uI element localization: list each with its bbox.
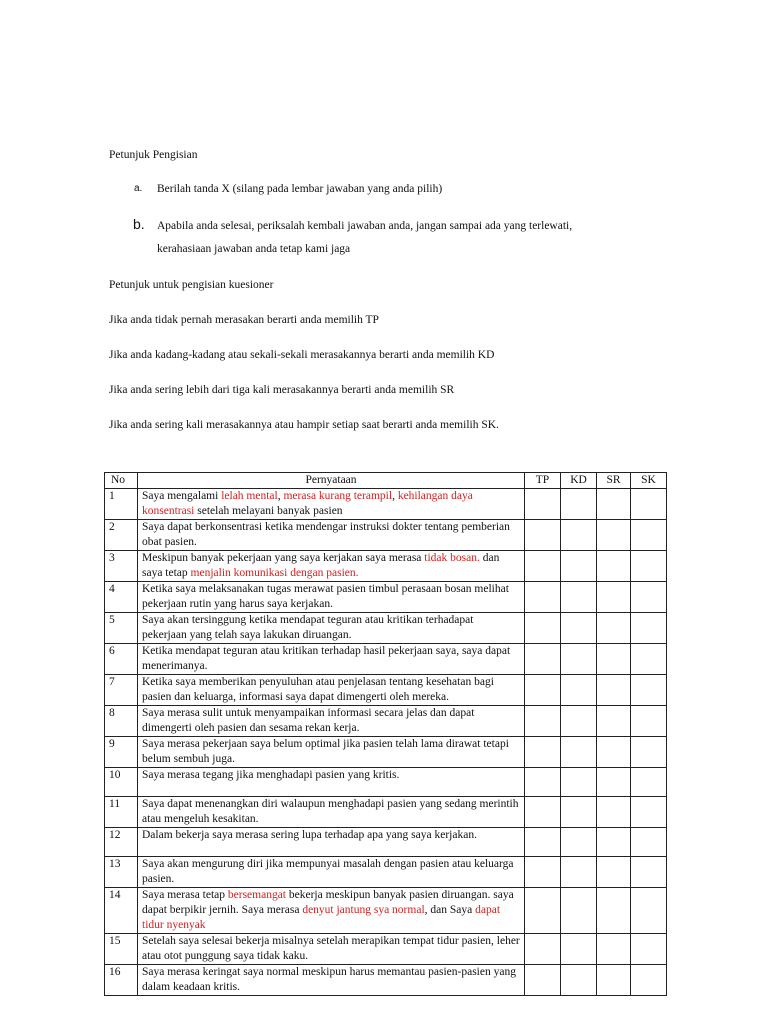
answer-cell-tp[interactable] — [525, 520, 561, 551]
row-statement — [138, 768, 525, 797]
row-number: 2 — [105, 520, 138, 551]
row-statement — [138, 613, 525, 644]
answer-cell-tp[interactable] — [525, 489, 561, 520]
answer-cell-sk[interactable] — [631, 520, 667, 551]
answer-cell-sk[interactable] — [631, 489, 667, 520]
answer-cell-tp[interactable] — [525, 706, 561, 737]
header-tp: TP — [525, 473, 561, 489]
answer-cell-sk[interactable] — [631, 644, 667, 675]
answer-cell-kd[interactable] — [561, 675, 597, 706]
answer-cell-tp[interactable] — [525, 965, 561, 996]
row-number: 15 — [105, 934, 138, 965]
answer-cell-sr[interactable] — [597, 768, 631, 797]
answer-cell-sk[interactable] — [631, 582, 667, 613]
answer-cell-kd[interactable] — [561, 965, 597, 996]
row-number: 14 — [105, 888, 138, 934]
answer-cell-tp[interactable] — [525, 828, 561, 857]
table-row — [105, 520, 667, 551]
statement-text: Saya merasa tetap — [142, 889, 228, 901]
answer-cell-kd[interactable] — [561, 934, 597, 965]
row-statement — [138, 797, 525, 828]
questionnaire-subheading: Petunjuk untuk pengisian kuesioner — [109, 279, 274, 291]
statement-text: Dalam bekerja saya merasa sering lupa terhadap apa yang saya kerjakan. — [142, 829, 477, 841]
statement-text: Saya merasa keringat saya normal meskipun harus memantau pasien-pasien yang dalam keadaan kritis. — [142, 966, 516, 993]
answer-cell-tp[interactable] — [525, 582, 561, 613]
answer-cell-tp[interactable] — [525, 934, 561, 965]
answer-cell-kd[interactable] — [561, 582, 597, 613]
header-no: No — [105, 473, 138, 489]
table-row — [105, 675, 667, 706]
answer-cell-sk[interactable] — [631, 888, 667, 934]
table-row — [105, 797, 667, 828]
answer-cell-kd[interactable] — [561, 857, 597, 888]
answer-cell-sr[interactable] — [597, 706, 631, 737]
header-sk: SK — [631, 473, 667, 489]
answer-cell-kd[interactable] — [561, 797, 597, 828]
row-statement — [138, 675, 525, 706]
statement-text: setelah melayani banyak pasien — [194, 505, 343, 517]
answer-cell-tp[interactable] — [525, 768, 561, 797]
rule-kd: Jika anda kadang-kadang atau sekali-sekali merasakannya berarti anda memilih KD — [109, 349, 495, 361]
answer-cell-sr[interactable] — [597, 965, 631, 996]
answer-cell-sr[interactable] — [597, 934, 631, 965]
highlighted-phrase: kehilangan daya konsentrasi — [142, 490, 473, 517]
row-statement — [138, 965, 525, 996]
statement-text: Ketika saya memberikan penyuluhan atau penjelasan tentang kesehatan bagi pasien dan keluarga, informasi saya dapat dimengerti oleh mereka. — [142, 676, 494, 703]
instructions-heading: Petunjuk Pengisian — [109, 149, 198, 161]
item-b-line-1: Apabila anda selesai, periksalah kembali jawaban anda, jangan sampai ada yang terlewati, — [157, 220, 573, 232]
row-statement — [138, 934, 525, 965]
highlighted-phrase: menjalin komunikasi dengan pasien. — [190, 567, 359, 579]
rule-sr: Jika anda sering lebih dari tiga kali merasakannya berarti anda memilih SR — [109, 384, 455, 396]
table-row — [105, 613, 667, 644]
row-number: 3 — [105, 551, 138, 582]
answer-cell-kd[interactable] — [561, 706, 597, 737]
statement-text: , — [392, 490, 398, 502]
row-number: 13 — [105, 857, 138, 888]
statement-text: Meskipun banyak pekerjaan yang saya kerjakan saya merasa — [142, 552, 425, 564]
row-number: 6 — [105, 644, 138, 675]
table-row — [105, 965, 667, 996]
answer-cell-tp[interactable] — [525, 644, 561, 675]
statement-text: Saya merasa sulit untuk menyampaikan informasi secara jelas dan dapat dimengerti oleh pasien dan sesama rekan kerja. — [142, 707, 475, 734]
row-statement — [138, 706, 525, 737]
table-row — [105, 706, 667, 737]
highlighted-phrase: tidak bosan. — [424, 552, 480, 564]
answer-cell-kd[interactable] — [561, 828, 597, 857]
row-number: 5 — [105, 613, 138, 644]
row-number: 4 — [105, 582, 138, 613]
answer-cell-sk[interactable] — [631, 675, 667, 706]
statement-text: , dan Saya — [424, 904, 476, 916]
answer-cell-sk[interactable] — [631, 706, 667, 737]
answer-cell-kd[interactable] — [561, 768, 597, 797]
statement-text: Ketika mendapat teguran atau kritikan terhadap hasil pekerjaan saya, saya dapat menerimanya. — [142, 645, 511, 672]
row-statement — [138, 857, 525, 888]
statement-text: Saya akan mengurung diri jika mempunyai masalah dengan pasien atau keluarga pasien. — [142, 858, 514, 885]
questionnaire-table — [104, 472, 667, 996]
answer-cell-kd[interactable] — [561, 489, 597, 520]
row-number: 16 — [105, 965, 138, 996]
answer-cell-sk[interactable] — [631, 934, 667, 965]
table-row — [105, 768, 667, 797]
answer-cell-kd[interactable] — [561, 737, 597, 768]
item-b-line-2: kerahasiaan jawaban anda tetap kami jaga — [157, 243, 351, 255]
row-number: 7 — [105, 675, 138, 706]
answer-cell-sr[interactable] — [597, 551, 631, 582]
highlighted-phrase: bersemangat — [227, 889, 287, 901]
answer-cell-tp[interactable] — [525, 857, 561, 888]
row-number: 12 — [105, 828, 138, 857]
row-number: 11 — [105, 797, 138, 828]
item-a-marker: a. — [134, 183, 143, 194]
row-statement — [138, 828, 525, 857]
row-statement — [138, 551, 525, 582]
highlighted-phrase: dapat tidur nyenyak — [142, 904, 501, 931]
answer-cell-tp[interactable] — [525, 551, 561, 582]
answer-cell-sr[interactable] — [597, 613, 631, 644]
table-row — [105, 644, 667, 675]
statement-text: Saya mengalami — [142, 490, 222, 502]
header-statement: Pernyataan — [138, 473, 525, 489]
table-row — [105, 551, 667, 582]
answer-cell-kd[interactable] — [561, 613, 597, 644]
table-row — [105, 737, 667, 768]
statement-text: bekerja meskipun banyak pasien diruangan. saya dapat berpikir jernih. Saya merasa — [142, 889, 514, 916]
table-header-row — [105, 473, 667, 489]
item-b-marker: b. — [133, 216, 145, 232]
answer-cell-sr[interactable] — [597, 888, 631, 934]
answer-cell-sr[interactable] — [597, 828, 631, 857]
rule-sk: Jika anda sering kali merasakannya atau hampir setiap saat berarti anda memilih SK. — [109, 419, 499, 431]
answer-cell-sk[interactable] — [631, 551, 667, 582]
item-a-text: Berilah tanda X (silang pada lembar jawaban yang anda pilih) — [157, 183, 443, 195]
highlighted-phrase: denyut jantung sya normal — [302, 904, 425, 916]
highlighted-phrase: lelah mental — [221, 490, 278, 502]
answer-cell-sr[interactable] — [597, 857, 631, 888]
statement-text: , — [277, 490, 284, 502]
table-row — [105, 582, 667, 613]
answer-cell-kd[interactable] — [561, 551, 597, 582]
answer-cell-sr[interactable] — [597, 582, 631, 613]
answer-cell-sk[interactable] — [631, 965, 667, 996]
answer-cell-sr[interactable] — [597, 797, 631, 828]
table-row — [105, 934, 667, 965]
answer-cell-sk[interactable] — [631, 737, 667, 768]
statement-text: Saya merasa pekerjaan saya belum optimal jika pasien telah lama dirawat tetapi belum sembuh juga. — [142, 738, 509, 765]
statement-text: Ketika saya melaksanakan tugas merawat pasien timbul perasaan bosan melihat pekerjaan rutin yang harus saya kerjakan. — [142, 583, 509, 610]
header-kd: KD — [561, 473, 597, 489]
answer-cell-kd[interactable] — [561, 520, 597, 551]
header-sr: SR — [597, 473, 631, 489]
answer-cell-sr[interactable] — [597, 489, 631, 520]
row-statement — [138, 644, 525, 675]
row-number: 8 — [105, 706, 138, 737]
row-number: 10 — [105, 768, 138, 797]
row-statement — [138, 582, 525, 613]
row-number: 9 — [105, 737, 138, 768]
answer-cell-sr[interactable] — [597, 520, 631, 551]
answer-cell-sr[interactable] — [597, 675, 631, 706]
answer-cell-tp[interactable] — [525, 675, 561, 706]
row-statement — [138, 489, 525, 520]
answer-cell-kd[interactable] — [561, 644, 597, 675]
answer-cell-tp[interactable] — [525, 737, 561, 768]
statement-text: Saya dapat menenangkan diri walaupun menghadapi pasien yang sedang merintih atau mengeluh kesakitan. — [142, 798, 519, 825]
answer-cell-tp[interactable] — [525, 613, 561, 644]
statement-text: Saya akan tersinggung ketika mendapat teguran atau kritikan terhadapat pekerjaan yang telah saya lakukan diruangan. — [142, 614, 474, 641]
answer-cell-tp[interactable] — [525, 797, 561, 828]
statement-text: dan saya tetap — [142, 552, 500, 579]
answer-cell-sk[interactable] — [631, 828, 667, 857]
highlighted-phrase: merasa kurang terampil — [283, 490, 393, 502]
statement-text: Saya dapat berkonsentrasi ketika mendengar instruksi dokter tentang pemberian obat pasien. — [142, 521, 510, 548]
answer-cell-sr[interactable] — [597, 644, 631, 675]
row-statement — [138, 520, 525, 551]
answer-cell-kd[interactable] — [561, 888, 597, 934]
statement-text: Setelah saya selesai bekerja misalnya setelah merapikan tempat tidur pasien, leher atau otot punggung saya tidak kaku. — [142, 935, 520, 962]
table-row — [105, 857, 667, 888]
row-number: 1 — [105, 489, 138, 520]
table-row — [105, 888, 667, 934]
answer-cell-tp[interactable] — [525, 888, 561, 934]
statement-text: Saya merasa tegang jika menghadapi pasien yang kritis. — [142, 769, 400, 781]
answer-cell-sk[interactable] — [631, 857, 667, 888]
table-row — [105, 828, 667, 857]
answer-cell-sk[interactable] — [631, 768, 667, 797]
table-row — [105, 489, 667, 520]
answer-cell-sk[interactable] — [631, 613, 667, 644]
table-body — [105, 489, 667, 996]
answer-cell-sr[interactable] — [597, 737, 631, 768]
row-statement — [138, 737, 525, 768]
rule-tp: Jika anda tidak pernah merasakan berarti anda memilih TP — [109, 314, 379, 326]
answer-cell-sk[interactable] — [631, 797, 667, 828]
row-statement — [138, 888, 525, 934]
